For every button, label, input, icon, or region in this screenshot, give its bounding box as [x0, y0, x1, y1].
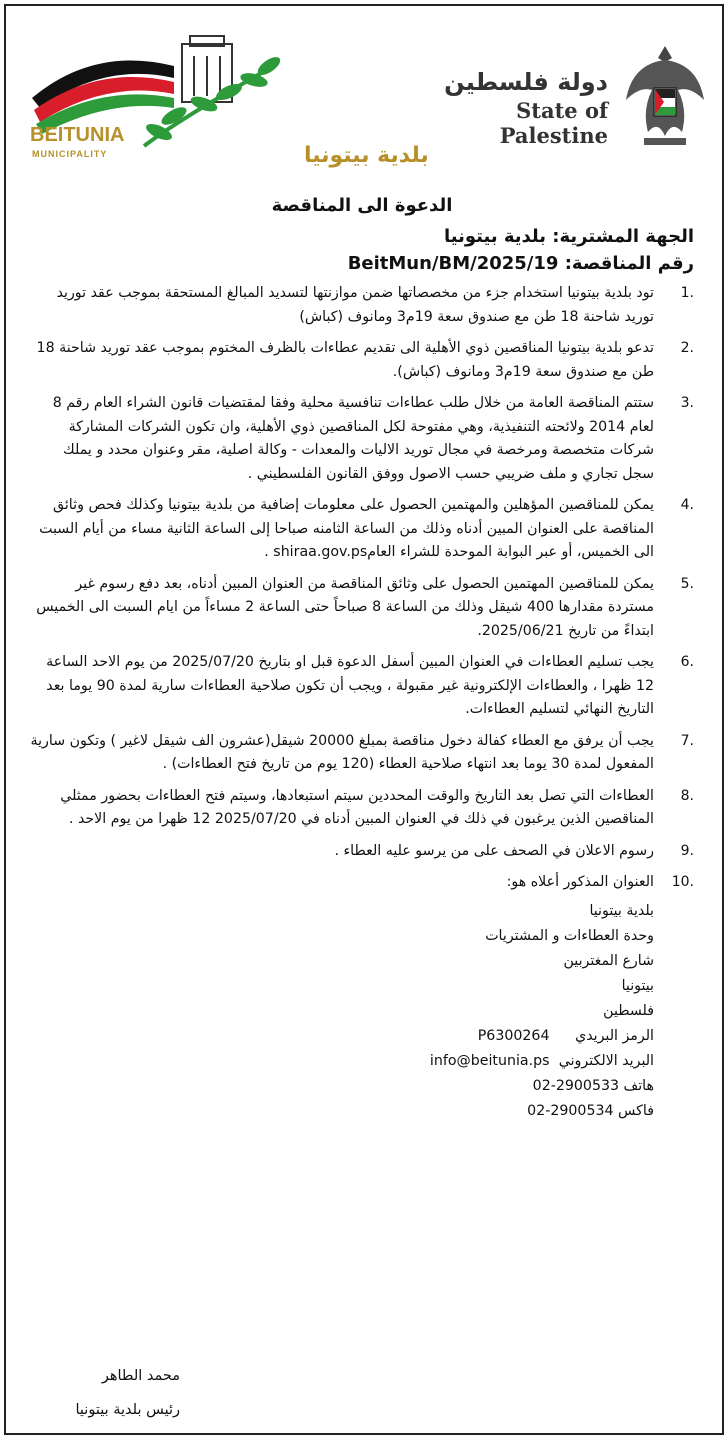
item-number: .9: [680, 842, 694, 859]
palestine-eagle-emblem-icon: [622, 40, 708, 150]
logo-name-ar: بلدية بيتونيا: [304, 143, 429, 168]
item-text: تود بلدية بيتونيا استخدام جزء من مخصصاتها ضمن موازنتها لتسديد المبالغ المستحقة بموجب عقد توريد توريد شاحنة 18 طن مع صندوق سعة 19م3 ومانوف (كباش): [56, 285, 654, 325]
item-text: يجب أن يرفق مع العطاء كفالة دخول مناقصة بمبلغ 20000 شيقل(عشرون الف شيقل لاغير ) وتكون سارية المفعول لمدة 30 يوما بعد انتهاء صلاحية العطاء (120 يوم من تاريخ فتح العطاءات) .: [30, 732, 654, 772]
page-title: الدعوة الى المناقصة: [271, 195, 453, 216]
list-item: [30, 392, 694, 486]
item-number: .4: [680, 497, 694, 513]
email-row: [30, 1049, 654, 1074]
logo-subtitle-en: MUNICIPALITY: [32, 149, 108, 159]
document-page: [4, 4, 724, 1435]
state-name-en: State of Palestine: [499, 98, 608, 148]
item-text: يجب تسليم العطاءات في العنوان المبين أسفل الدعوة قبل او بتاريخ 2025/07/20 من يوم الاحد الساعة 12 ظهرا ، والعطاءات الإلكترونية غير مقبولة ، ويجب أن تكون صلاحية العطاءات سارية لمدة 90 يوما بعد التاريخ النهائي لتسليم العطاءات.: [46, 654, 654, 717]
list-item: [30, 337, 694, 384]
tender-number-label: رقم المناقصة:: [564, 253, 694, 274]
list-item: [30, 785, 694, 832]
list-item: [30, 840, 694, 864]
tender-number-line: [30, 253, 694, 274]
signatory-name: محمد الطاهر: [101, 1368, 180, 1384]
address-line: وحدة العطاءات و المشتريات: [485, 927, 654, 944]
item-number: .3: [680, 395, 694, 411]
postal-code-label: الرمز البريدي: [575, 1027, 654, 1044]
item-number: .8: [680, 787, 694, 804]
address-line: شارع المغتربين: [563, 952, 654, 969]
logo-name-en: BEITUNIA: [30, 124, 125, 146]
letterhead: [6, 6, 722, 191]
phone-value: 02-2900533: [532, 1077, 620, 1094]
signatory-title: رئيس بلدية بيتونيا: [75, 1402, 180, 1418]
tender-announcement: [6, 195, 722, 1124]
item-number: .5: [680, 575, 694, 592]
item-number: .6: [680, 654, 694, 670]
phone-label: هاتف: [623, 1077, 654, 1094]
address-line: فلسطين: [603, 1002, 654, 1019]
email-label: البريد الالكتروني: [558, 1052, 654, 1069]
list-item: [30, 651, 694, 722]
phone-row: [30, 1074, 654, 1099]
postal-code-value: P6300264: [477, 1027, 550, 1044]
item-number: .1: [680, 285, 694, 301]
item-number: .2: [680, 340, 694, 356]
item-text: ستتم المناقصة العامة من خلال طلب عطاءات تنافسية محلية وفقا لمقتضيات قانون الشراء العام رقم 8 لعام 2014 ولائحته التنفيذية، وهي مفتوحة لكل المناقصين ذوي الأهلية، وان تكون الشركات المشاركة شركات متخصصة ومرخصة في مجال توريد الاليات والمعدات - وكالة اصلية، مقر وعنوان محدد و يملك سجل تجاري و ملف ضريبي حسب الاصول ووفق القانون الفلسطيني .: [52, 395, 654, 482]
address-block: [30, 899, 694, 1124]
item-text: تدعو بلدية بيتونيا المناقصين ذوي الأهلية الى تقديم عطاءات بالظرف المختوم بموجب عقد توريد شاحنة 18 طن مع صندوق سعة 19م3 ومانوف (كباش).: [36, 340, 654, 380]
postal-code-row: [30, 1024, 654, 1049]
fax-label: فاكس: [618, 1102, 654, 1119]
list-item: [30, 573, 694, 644]
list-item: [30, 282, 694, 329]
tender-clauses: [30, 282, 694, 895]
fax-value: 02-2900534: [527, 1102, 614, 1119]
tender-number-value: BeitMun/BM/2025/19: [347, 253, 559, 274]
beitunia-municipality-logo: [24, 36, 429, 176]
item-number: .7: [680, 732, 694, 749]
purchasing-entity: الجهة المشترية: بلدية بيتونيا: [443, 226, 694, 247]
list-item: [30, 871, 694, 895]
item-text: رسوم الاعلان في الصحف على من يرسو عليه العطاء .: [334, 842, 654, 859]
email-link[interactable]: info@beitunia.ps: [429, 1052, 550, 1069]
item-text: العطاءات التي تصل بعد التاريخ والوقت المحددين سيتم استبعادها، وسيتم فتح العطاءات بحضور ممثلي المناقصين الذين يرغبون في ذلك في العنوان المبين أدناه في 2025/07/20 12 ظهرا من يوم الاحد .: [60, 787, 654, 827]
item-text: يمكن للمناقصين المهتمين الحصول على وثائق المناقصة من العنوان المبين أدناه، بعد دفع رسوم غير مستردة مقدارها 400 شيقل وذلك من الساعة 8 صباحاً حتى الساعة 2 مساءاً من ايام السبت الى الخميس ابتداءً من تاريخ 2025/06/21.: [36, 575, 654, 639]
address-line: بيتونيا: [621, 977, 654, 994]
state-of-palestine-block: [408, 40, 708, 150]
list-item: [30, 494, 694, 565]
fax-row: [30, 1099, 654, 1124]
address-line: بلدية بيتونيا: [589, 902, 654, 919]
item-text: يمكن للمناقصين المؤهلين والمهتمين الحصول على معلومات إضافية من بلدية بيتونيا وكذلك فحص وثائق المناقصة على العنوان المبين أدناه وذلك من الساعة الثامنه صباحا إلى الساعة الثانية مساء من أيام السبت الى الخميس، أو عبر البوابة الموحدة للشراء العامshiraa.gov.ps .: [39, 497, 654, 560]
item-number: .10: [671, 874, 694, 890]
item-text: العنوان المذكور أعلاه هو:: [506, 874, 654, 890]
signature-block: [20, 1359, 180, 1427]
state-name-ar: دولة فلسطين: [444, 68, 608, 96]
list-item: [30, 730, 694, 777]
